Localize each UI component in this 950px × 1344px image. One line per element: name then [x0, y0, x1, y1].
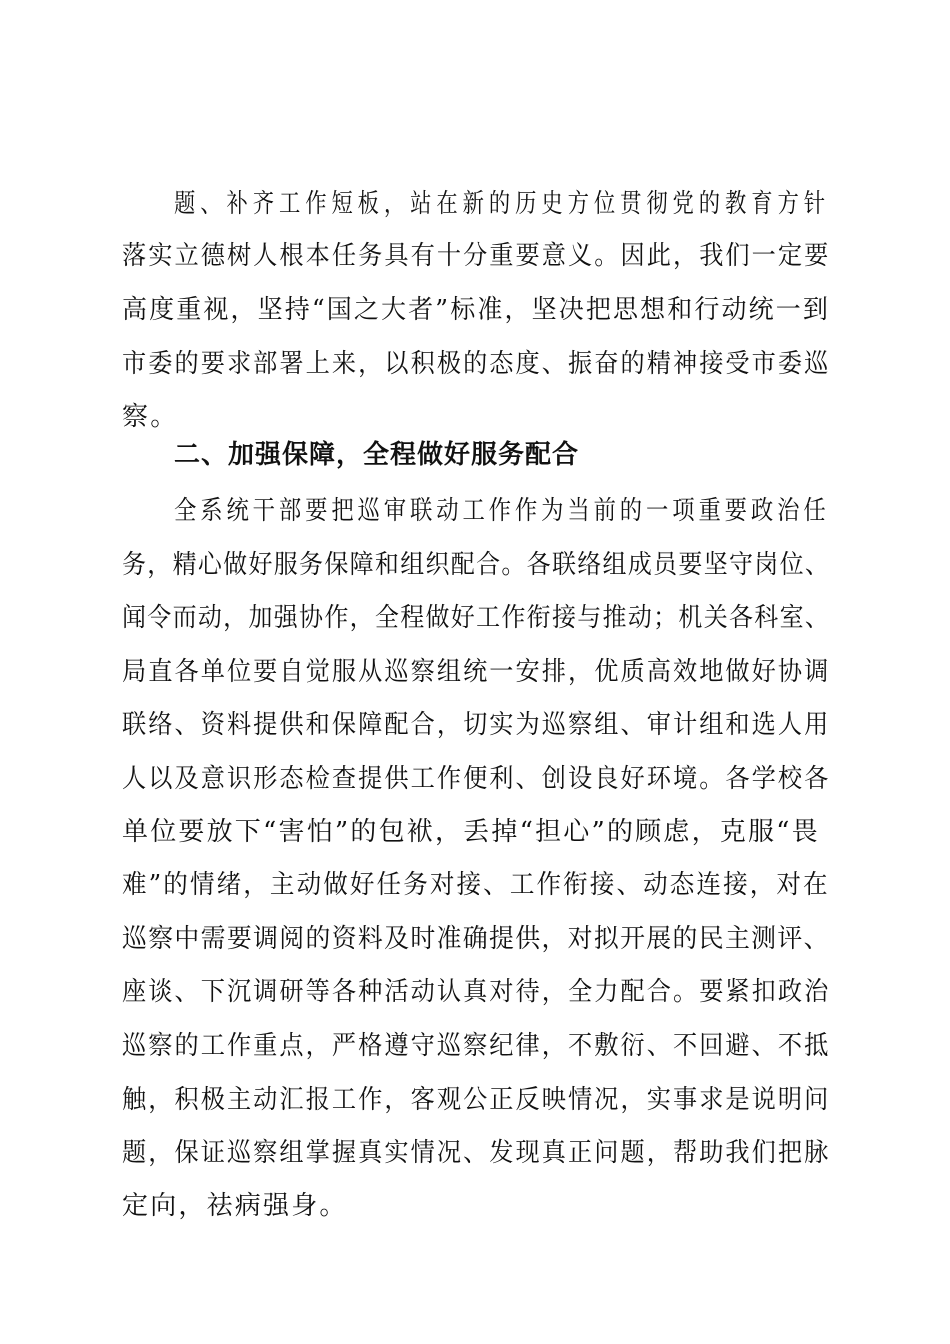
paragraph-2-line-13: 题，保证巡察组掌握真实情况、发现真正问题，帮助我们把脉 — [122, 1138, 831, 1168]
paragraph-2-line-12: 触，积极主动汇报工作，客观公正反映情况，实事求是说明问 — [122, 1085, 831, 1115]
paragraph-2-line-1: 全系统干部要把巡审联动工作作为当前的一项重要政治任 — [174, 496, 830, 526]
section-heading: 二、加强保障，全程做好服务配合 — [174, 440, 580, 470]
paragraph-2-line-11: 巡察的工作重点，严格遵守巡察纪律，不敷衍、不回避、不抵 — [122, 1031, 831, 1061]
paragraph-1-line-2: 落实立德树人根本任务具有十分重要意义。因此，我们一定要 — [122, 241, 831, 271]
paragraph-2-line-3: 闻令而动，加强协作，全程做好工作衔接与推动；机关各科室、 — [122, 603, 831, 633]
paragraph-2-line-5: 联络、资料提供和保障配合，切实为巡察组、审计组和选人用 — [122, 710, 831, 740]
paragraph-2-line-14: 定向，祛病强身。 — [122, 1191, 348, 1221]
paragraph-2-line-9: 巡察中需要调阅的资料及时准确提供，对拟开展的民主测评、 — [122, 924, 830, 954]
paragraph-2-line-2: 务，精心做好服务保障和组织配合。各联络组成员要坚守岗位、 — [122, 550, 831, 580]
paragraph-1-line-3: 高度重视，坚持“国之大者”标准，坚决把思想和行动统一到 — [122, 295, 830, 325]
paragraph-2-line-7: 单位要放下“害怕”的包袱，丢掉“担心”的顾虑，克服“畏 — [122, 817, 820, 847]
paragraph-2-line-6: 人以及意识形态检查提供工作便利、创设良好环境。各学校各 — [122, 764, 831, 794]
paragraph-1-line-1: 题、补齐工作短板，站在新的历史方位贯彻党的教育方针 — [174, 189, 831, 219]
paragraph-2-line-4: 局直各单位要自觉服从巡察组统一安排，优质高效地做好协调 — [122, 657, 831, 687]
paragraph-1-line-5: 察。 — [122, 402, 179, 432]
paragraph-1-line-4: 市委的要求部署上来，以积极的态度、振奋的精神接受市委巡 — [122, 349, 831, 379]
paragraph-2-line-10: 座谈、下沉调研等各种活动认真对待，全力配合。要紧扣政治 — [122, 977, 831, 1007]
paragraph-2-line-8: 难”的情绪，主动做好任务对接、工作衔接、动态连接，对在 — [122, 870, 830, 900]
